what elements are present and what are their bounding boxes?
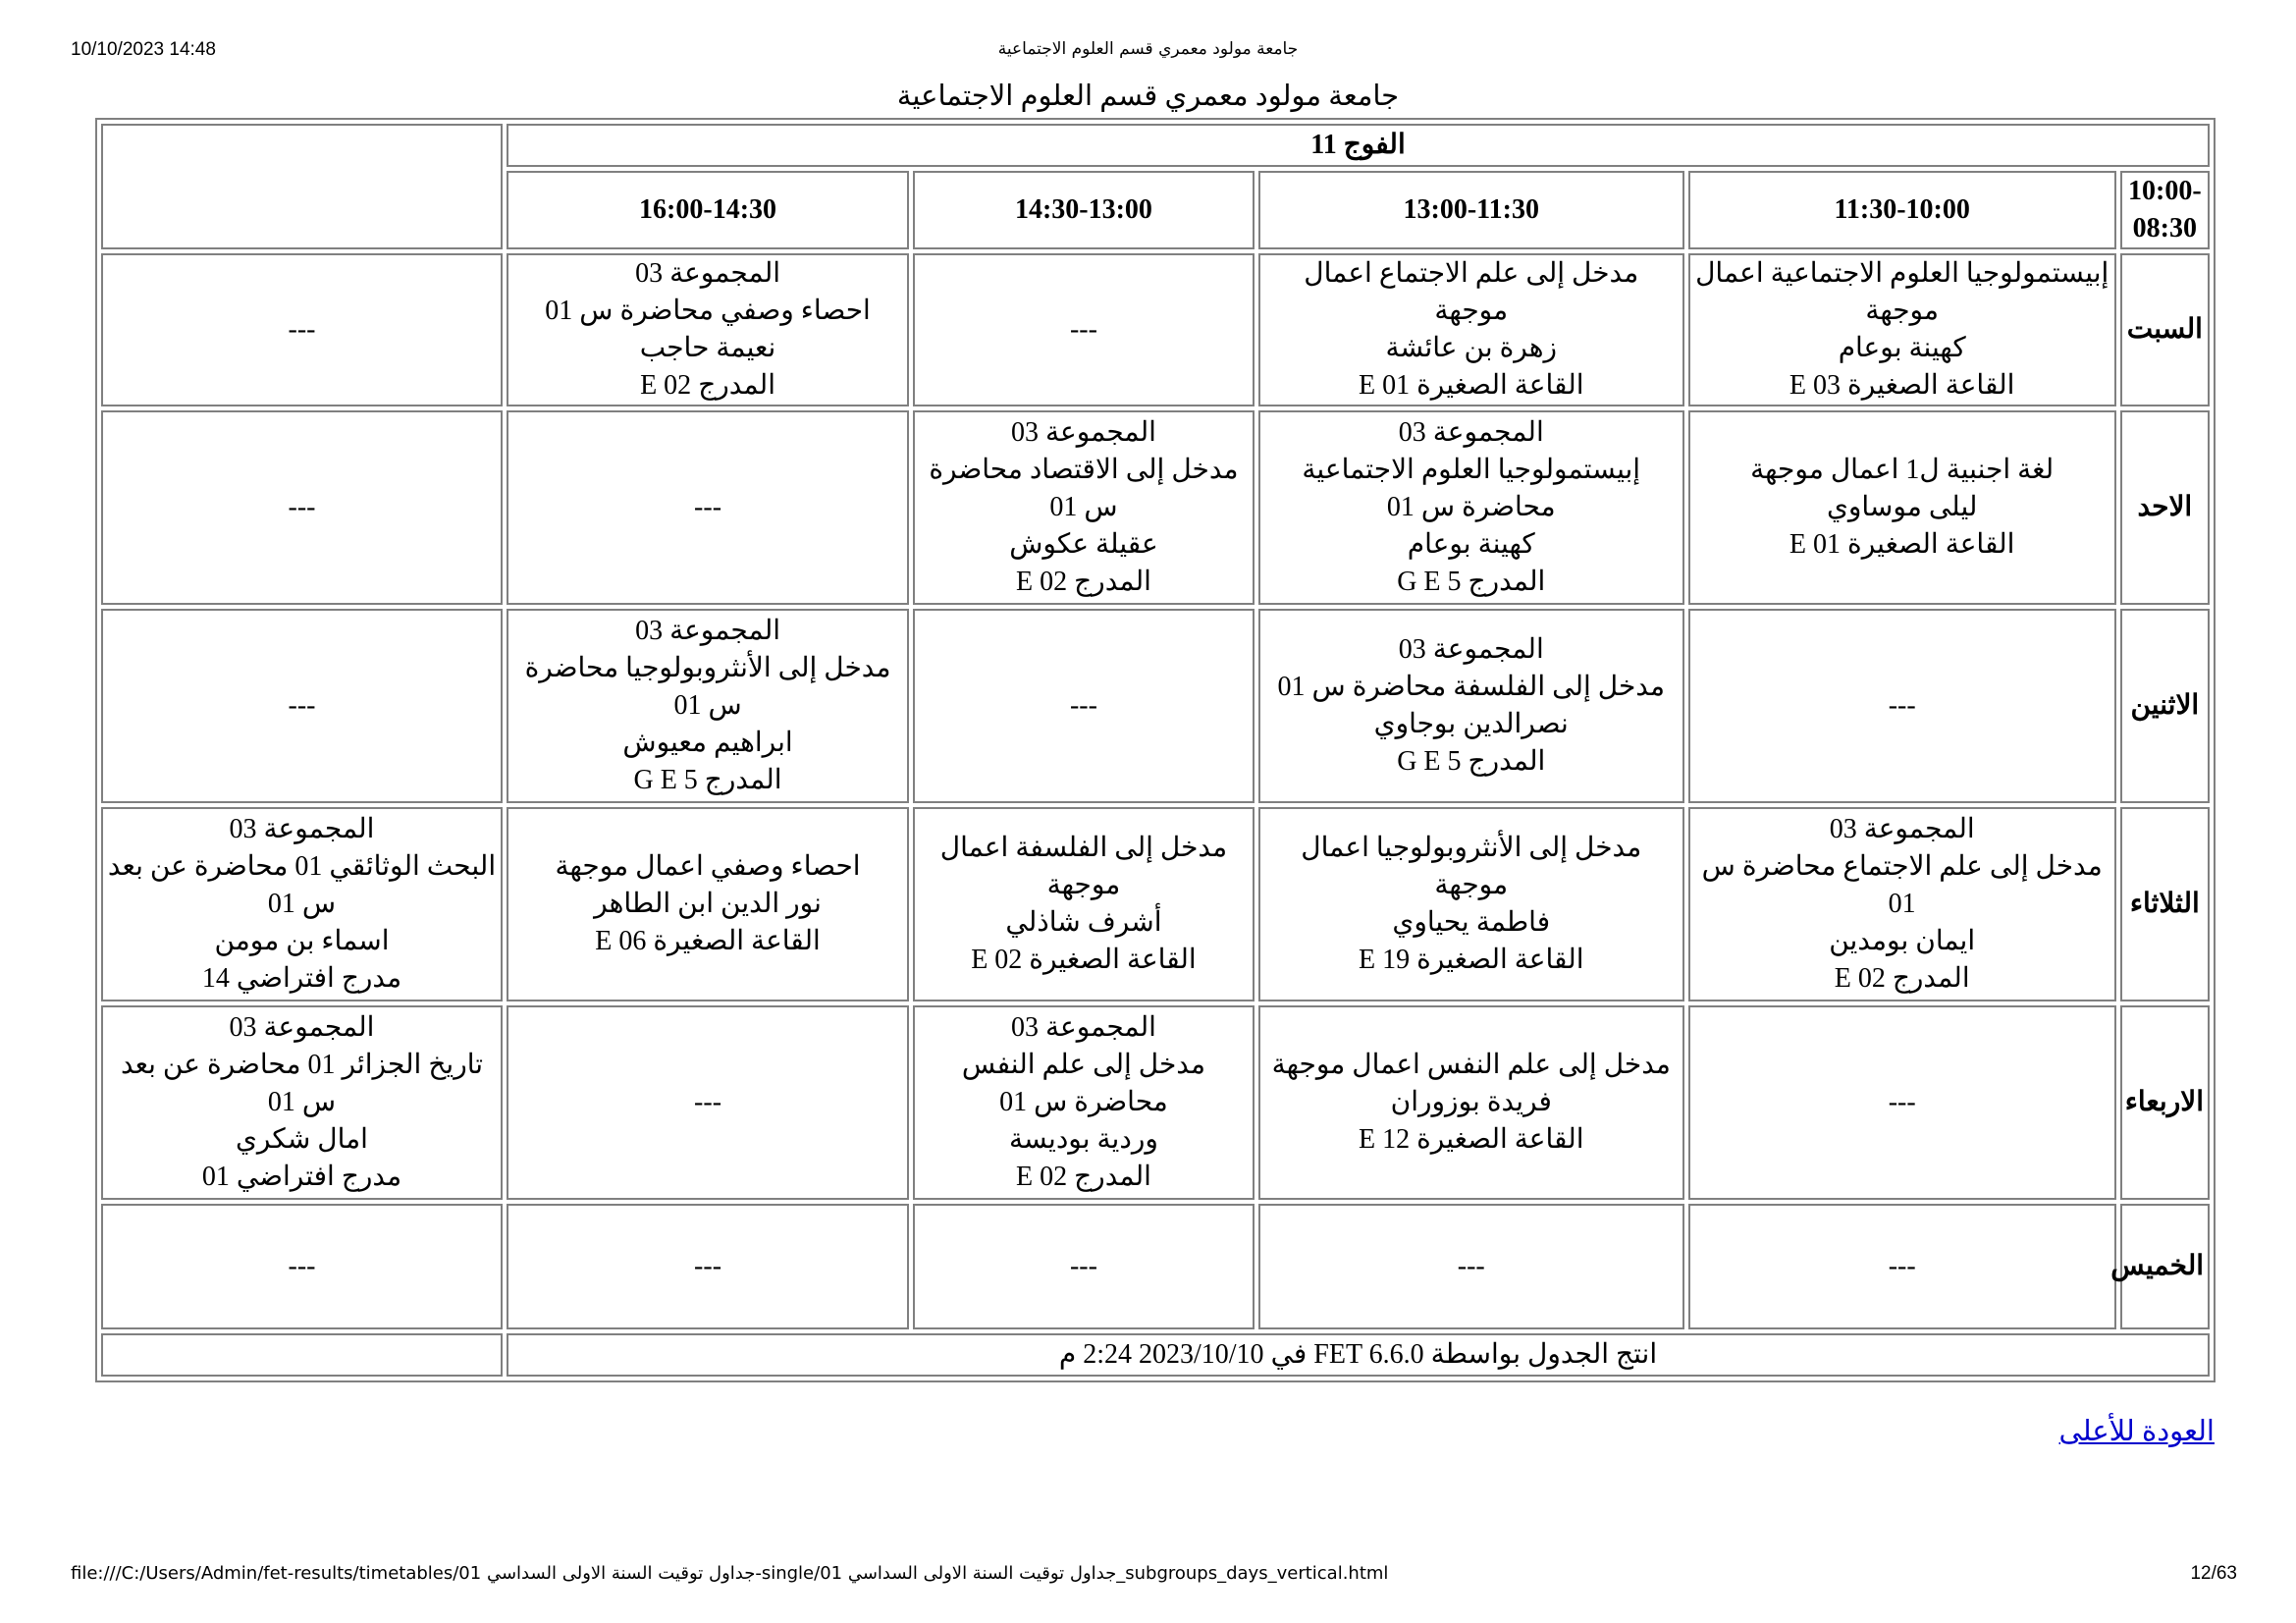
print-footer-page-number: 12/63 — [2190, 1563, 2237, 1584]
print-header-datetime: 10/10/2023 14:48 — [71, 39, 216, 60]
cell-line: مدخل إلى علم النفس اعمال موجهة — [1271, 1050, 1671, 1080]
day-row — [101, 1204, 2210, 1329]
day-row — [101, 807, 2210, 1001]
schedule-cell — [1258, 410, 1684, 605]
schedule-cell — [1258, 1005, 1684, 1200]
cell-line: كهينة بوعام — [1838, 333, 1966, 363]
day-name: الثلاثاء — [2120, 807, 2210, 1001]
cell-line: المجموعة 03 — [1829, 814, 1975, 844]
cell-line: المجموعة 03 — [229, 814, 375, 844]
schedule-cell — [507, 1204, 909, 1329]
day-name: الاربعاء — [2120, 1005, 2210, 1200]
day-row — [101, 253, 2210, 406]
schedule-cell — [1688, 253, 2116, 406]
schedule-cell — [1258, 253, 1684, 406]
cell-line: المجموعة 03 — [1398, 417, 1544, 448]
timetable — [95, 118, 2216, 1382]
day-row — [101, 609, 2210, 803]
day-row — [101, 410, 2210, 605]
cell-line: --- — [694, 1251, 722, 1281]
cell-line: نعيمة حاجب — [639, 333, 776, 363]
day-name: الاحد — [2120, 410, 2210, 605]
cell-line: وردية بوديسة — [1009, 1124, 1158, 1155]
schedule-cell — [913, 807, 1255, 1001]
cell-line: ابراهيم معيوش — [622, 728, 793, 758]
schedule-cell — [913, 1005, 1255, 1200]
cell-line: مدرج افتراضي 14 — [201, 963, 402, 994]
cell-line: مدخل إلى علم النفس محاضرة س 01 — [961, 1050, 1205, 1117]
schedule-cell — [1688, 1005, 2116, 1200]
cell-line: المجموعة 03 — [1010, 417, 1156, 448]
cell-line: المدرج G E 5 — [633, 765, 782, 795]
cell-line: اسماء بن مومن — [214, 926, 390, 956]
cell-line: --- — [1069, 690, 1097, 721]
cell-line: --- — [694, 492, 722, 522]
footer-empty-cell — [101, 1333, 503, 1377]
schedule-cell — [507, 807, 909, 1001]
cell-line: المجموعة 03 — [1398, 634, 1544, 665]
cell-line: --- — [288, 314, 316, 345]
cell-line: المدرج E 02 — [1015, 567, 1151, 597]
time-slot-header: 11:30-10:00 — [1688, 171, 2116, 249]
cell-line: المجموعة 03 — [229, 1012, 375, 1043]
schedule-cell — [101, 1204, 503, 1329]
cell-line: فريدة بوزوران — [1390, 1087, 1552, 1117]
schedule-cell — [913, 253, 1255, 406]
cell-line: --- — [1888, 1087, 1916, 1117]
cell-line: ليلى موساوي — [1826, 492, 1978, 522]
cell-line: أشرف شاذلي — [1005, 907, 1162, 938]
cell-line: المجموعة 03 — [635, 616, 781, 646]
time-slot-header: 13:00-11:30 — [1258, 171, 1684, 249]
cell-line: --- — [288, 1251, 316, 1281]
cell-line: المدرج G E 5 — [1397, 567, 1546, 597]
schedule-cell — [1688, 1204, 2116, 1329]
schedule-cell — [101, 807, 503, 1001]
cell-line: البحث الوثائقي 01 محاضرة عن بعد س 01 — [107, 851, 497, 919]
cell-line: إبيستمولوجيا العلوم الاجتماعية اعمال موجهة — [1695, 258, 2109, 326]
corner-cell — [101, 124, 503, 249]
cell-line: القاعة الصغيرة E 02 — [971, 945, 1197, 975]
cell-line: --- — [288, 492, 316, 522]
cell-line: --- — [288, 690, 316, 721]
cell-line: المجموعة 03 — [635, 258, 781, 289]
time-slot-header: 14:30-13:00 — [913, 171, 1255, 249]
cell-line: القاعة الصغيرة E 03 — [1789, 370, 2015, 401]
schedule-cell — [101, 410, 503, 605]
document-title: جامعة مولود معمري قسم العلوم الاجتماعية — [896, 81, 1400, 112]
schedule-cell — [913, 410, 1255, 605]
cell-line: المدرج E 02 — [1834, 963, 1970, 994]
schedule-cell — [1688, 410, 2116, 605]
cell-line: القاعة الصغيرة E 12 — [1359, 1124, 1584, 1155]
cell-line: امال شكري — [236, 1124, 368, 1155]
schedule-cell — [101, 253, 503, 406]
cell-line: احصاء وصفي اعمال موجهة — [555, 851, 861, 882]
cell-line: مدخل إلى الفلسفة محاضرة س 01 — [1277, 672, 1665, 702]
cell-line: عقيلة عكوش — [1009, 529, 1158, 560]
schedule-cell — [507, 253, 909, 406]
cell-line: المجموعة 03 — [1010, 1012, 1156, 1043]
cell-line: لغة اجنبية ل1 اعمال موجهة — [1750, 455, 2055, 485]
cell-line: المدرج E 02 — [640, 370, 775, 401]
schedule-cell — [1688, 807, 2116, 1001]
cell-line: مدخل إلى علم الاجتماع محاضرة س 01 — [1701, 851, 2103, 919]
cell-line: مدخل إلى الأنثروبولوجيا اعمال موجهة — [1301, 833, 1642, 900]
cell-line: --- — [1069, 314, 1097, 345]
cell-line: إبيستمولوجيا العلوم الاجتماعية محاضرة س 01 — [1302, 455, 1641, 522]
schedule-cell — [101, 609, 503, 803]
cell-line: مدخل إلى الفلسفة اعمال موجهة — [939, 833, 1228, 900]
cell-line: المدرج G E 5 — [1397, 746, 1546, 777]
cell-line: احصاء وصفي محاضرة س 01 — [545, 296, 871, 326]
print-header-title: جامعة مولود معمري قسم العلوم الاجتماعية — [997, 39, 1299, 59]
back-to-top-link[interactable]: العودة للأعلى — [2058, 1416, 2215, 1447]
cell-line: القاعة الصغيرة E 06 — [595, 926, 821, 956]
generated-note: انتج الجدول بواسطة FET 6.6.0 في 2023/10/10 2:24 م — [507, 1333, 2210, 1377]
cell-line: القاعة الصغيرة E 01 — [1359, 370, 1584, 401]
cell-line: --- — [1888, 690, 1916, 721]
cell-line: زهرة بن عائشة — [1385, 333, 1558, 363]
cell-line: القاعة الصغيرة E 19 — [1359, 945, 1584, 975]
cell-line: مدخل إلى الاقتصاد محاضرة س 01 — [929, 455, 1239, 522]
schedule-cell — [101, 1005, 503, 1200]
day-row — [101, 1005, 2210, 1200]
cell-line: كهينة بوعام — [1407, 529, 1535, 560]
cell-line: --- — [1888, 1251, 1916, 1281]
cell-line: --- — [694, 1087, 722, 1117]
cell-line: نصرالدين بوجاوي — [1373, 709, 1569, 739]
schedule-cell — [1258, 807, 1684, 1001]
cell-line: --- — [1457, 1251, 1485, 1281]
schedule-cell — [507, 410, 909, 605]
day-name: السبت — [2120, 253, 2210, 406]
cell-line: القاعة الصغيرة E 01 — [1789, 529, 2015, 560]
time-slot-header: 16:00-14:30 — [507, 171, 909, 249]
schedule-cell — [1688, 609, 2116, 803]
time-slot-header: 10:00-08:30 — [2120, 171, 2210, 249]
day-name: الخميس — [2120, 1204, 2210, 1329]
cell-line: --- — [1069, 1251, 1097, 1281]
schedule-cell — [507, 609, 909, 803]
cell-line: نور الدين ابن الطاهر — [594, 889, 822, 919]
group-title: الفوج 11 — [507, 124, 2210, 167]
day-name: الاثنين — [2120, 609, 2210, 803]
schedule-cell — [1258, 1204, 1684, 1329]
schedule-cell — [1258, 609, 1684, 803]
schedule-cell — [913, 1204, 1255, 1329]
cell-line: تاريخ الجزائر 01 محاضرة عن بعد س 01 — [120, 1050, 484, 1117]
cell-line: المدرج E 02 — [1015, 1162, 1151, 1192]
cell-line: ايمان بومدين — [1829, 926, 1976, 956]
print-footer-path: file:///C:/Users/Admin/fet-results/timetables/01 جداول توقيت السنة الاولى السداسي-single/01 جداول توقيت السنة الاولى السداسي_subgroups_days_vertical.html — [71, 1563, 1389, 1584]
cell-line: مدخل إلى علم الاجتماع اعمال موجهة — [1304, 258, 1639, 326]
schedule-cell — [913, 609, 1255, 803]
timetable-container — [95, 118, 2216, 1370]
cell-line: فاطمة يحياوي — [1392, 907, 1551, 938]
cell-line: مدرج افتراضي 01 — [201, 1162, 402, 1192]
cell-line: مدخل إلى الأنثروبولوجيا محاضرة س 01 — [524, 653, 891, 721]
schedule-cell — [507, 1005, 909, 1200]
